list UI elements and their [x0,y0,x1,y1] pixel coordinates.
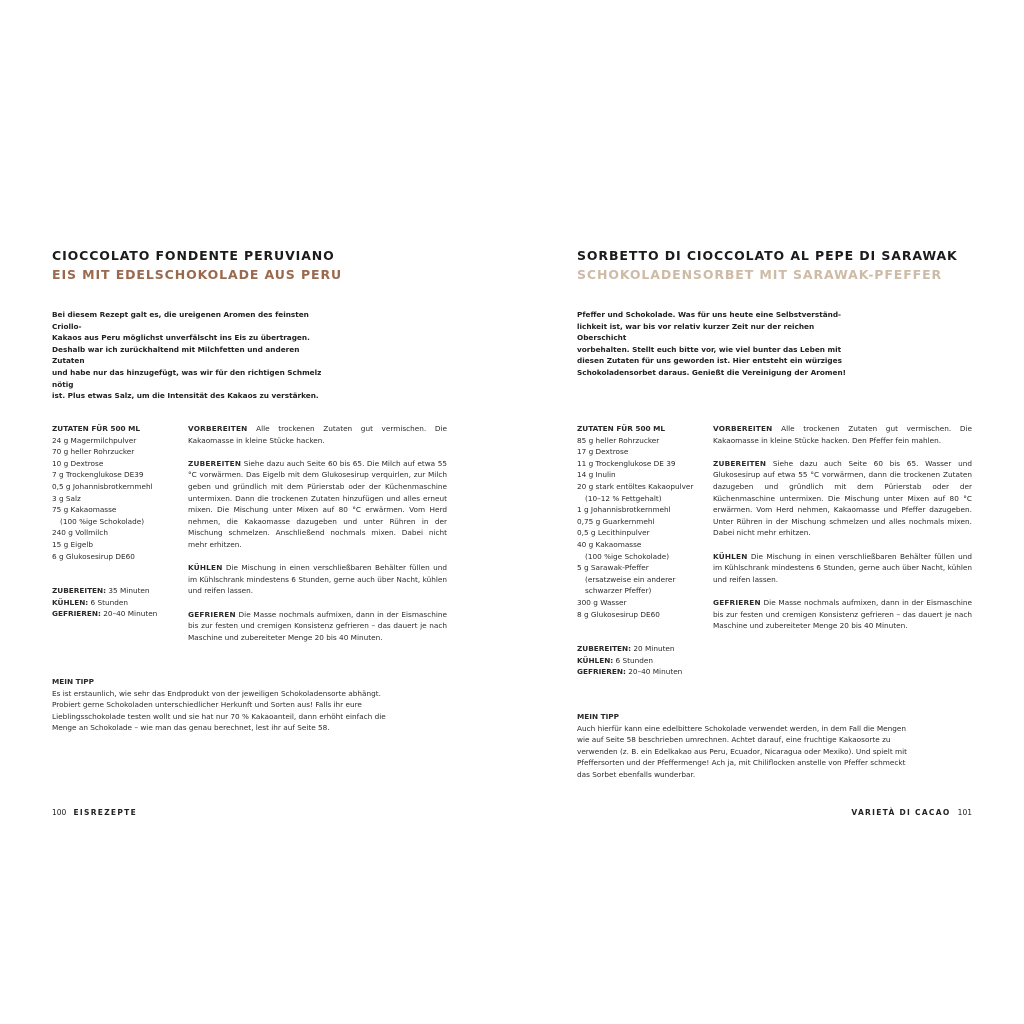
intro-line: ist. Plus etwas Salz, um die Intensität des Kakaos zu verstärken. [52,391,319,401]
time-label: ZUBEREITEN: [577,644,632,654]
ingredient-item: 3 g Salz [52,493,81,503]
page-footer [851,808,972,818]
intro-line: Pfeffer und Schokolade. Was für uns heute eine Selbstverständ- [577,310,842,319]
ingredient-item: 70 g heller Rohrzucker [52,447,135,457]
tip-line: das Sorbet ebenfalls wunderbar. [577,769,696,779]
tip-line: verwenden (z. B. ein Edelkakao aus Peru, Ecuador, Nicaragua oder Mexiko). Und spielt mit [577,746,908,756]
step-label: VORBEREITEN [188,424,248,433]
ingredient-item: 24 g Magermilchpulver [52,435,137,445]
step-text: Siehe dazu auch Seite 60 bis 65. Wasser und Glukosesirup auf etwa 55 °C vorwärmen, dann die trockenen Zutaten dazugeben und gründlich mit dem Pürierstab oder der Küchenmaschine untermixen. Die Mischung unter Mixen auf 80 °C erwärmen. Vom Herd nehmen, Kakaomasse und Pfeffer dazugeben. Unter Rühren in der Mischung schmelzen und alles nochmals mixen. Dabei nicht mehr erhitzen. [713,458,972,538]
ingredient-item: 17 g Dextrose [577,447,629,457]
step-freeze [188,609,447,644]
recipe-subtitle: SCHOKOLADENSORBET MIT SARAWAK-PFEFFER [577,267,943,282]
ingredient-item: 0,5 g Lecithinpulver [577,528,650,538]
time-label: GEFRIEREN: [577,667,626,677]
ingredient-item: (10–12 % Fettgehalt) [585,493,662,503]
ingredients-list [52,435,182,563]
ingredient-item: 40 g Kakaomasse [577,539,642,549]
time-freeze [52,608,182,620]
intro-line: und habe nur das hinzugefügt, was wir für den richtigen Schmelz nötig [52,367,322,389]
time-summary [577,643,707,678]
right-page [512,0,1024,1024]
tip-line: wie auf Seite 58 beschrieben umrechnen. Achtet darauf, eine fruchtige Kakaosorte zu [577,735,891,745]
intro-line: vorbehalten. Stellt euch bitte vor, wie viel bunter das Leben mit [577,344,842,354]
time-value: 6 Stunden [613,655,653,665]
ingredient-item: 11 g Trockenglukose DE 39 [577,458,676,468]
step-cool [713,551,972,586]
time-value: 35 Minuten [106,586,150,596]
tip-line: Menge an Schokolade – wie man das genau berechnet, lest ihr auf Seite 58. [52,723,330,733]
ingredient-item: 0,75 g Guarkernmehl [577,516,655,526]
time-value: 20–40 Minuten [100,609,158,619]
ingredient-item: 20 g stark entöltes Kakaopulver [577,481,694,491]
tip-line: Probiert gerne Schokoladen unterschiedlicher Herkunft und Sorten aus! Falls ihr eure [52,700,362,710]
step-text: Die Masse nochmals aufmixen, dann in der Eismaschine bis zur festen und cremigen Konsistenz gefrieren – das dauert je nach Maschine und zubereiteter Menge 20 bis 40 Minuten. [713,597,972,631]
recipe-title: CIOCCOLATO FONDENTE PERUVIANO [52,248,335,263]
step-prepare [713,423,972,446]
section-name: EISREZEPTE [73,808,137,817]
intro-line: Bei diesem Rezept galt es, die ureigenen Aromen des feinsten Criollo- [52,310,309,331]
ingredients-column [52,423,182,620]
ingredient-item: 6 g Glukosesirup DE60 [52,551,135,561]
ingredient-item: 0,5 g Johannisbrotkernmehl [52,481,153,491]
recipe-intro [577,309,862,379]
tip-heading: MEIN TIPP [52,677,94,686]
time-freeze [577,666,707,678]
ingredients-heading: ZUTATEN FÜR 500 ML [52,424,141,433]
ingredient-item: 5 g Sarawak-Pfeffer [577,563,649,573]
time-label: KÜHLEN: [52,597,89,607]
step-prepare [188,423,447,446]
step-cook [713,458,972,539]
time-prepare [52,585,182,597]
steps-column [188,423,447,655]
intro-line: diesen Zutaten für uns geworden ist. Hier entsteht ein würziges [577,356,842,366]
step-cook [188,458,447,551]
step-freeze [713,597,972,632]
time-value: 6 Stunden [88,597,128,607]
ingredients-column [577,423,707,678]
tip-box [52,676,452,734]
intro-line: Deshalb war ich zurückhaltend mit Milchfetten und anderen Zutaten [52,344,300,366]
tip-line: Auch hierfür kann eine edelbittere Schokolade verwendet werden, in dem Fall die Mengen [577,723,906,733]
ingredient-item: schwarzer Pfeffer) [585,586,652,596]
time-label: KÜHLEN: [577,655,614,665]
tip-line: Es ist erstaunlich, wie sehr das Endprodukt von der jeweiligen Schokoladensorte abhängt. [52,688,381,698]
tip-line: Pfeffersorten und der Pfeffermenge! Ach ja, mit Chiliflocken anstelle von Pfeffer schmeckt [577,758,906,768]
time-value: 20–40 Minuten [625,667,683,677]
time-prepare [577,643,707,655]
step-label: GEFRIEREN [188,609,236,619]
recipe-intro [52,309,327,402]
ingredient-item: 8 g Glukosesirup DE60 [577,609,660,619]
tip-heading: MEIN TIPP [577,712,619,721]
ingredient-item: (100 %ige Schokolade) [585,551,670,561]
tip-line: Lieblingsschokolade testen wollt und sie hat nur 70 % Kakaoanteil, dann erhöht einfach die [52,711,386,721]
ingredient-item: (100 %ige Schokolade) [60,516,145,526]
recipe-title: SORBETTO DI CIOCCOLATO AL PEPE DI SARAWAK [577,248,958,263]
time-value: 20 Minuten [631,644,675,654]
tip-box [577,711,977,781]
page-footer [52,808,137,818]
time-cool [52,597,182,609]
page-number: 100 [52,808,67,817]
intro-line: Schokoladensorbet daraus. Genießt die Vereinigung der Aromen! [577,367,846,377]
ingredient-item: 15 g Eigelb [52,539,93,549]
ingredient-item: 14 g Inulin [577,470,616,480]
step-text: Siehe dazu auch Seite 60 bis 65. Die Milch auf etwa 55 °C vorwärmen. Das Eigelb mit dem Glukosesirup verquirlen, zur Milch geben und gründlich mit dem Pürierstab oder der Küchenmaschine untermixen. Dann die trockenen Zutaten hinzufügen und alles erneut mixen. Die Mischung unter Mixen auf 80 °C erwärmen. Vom Herd nehmen, die Kakaomasse dazugeben und unter Rühren in der Mischung schmelzen. Anschließend nochmals mixen. Dabei nicht mehr erhitzen. [188,458,447,549]
ingredient-item: 300 g Wasser [577,597,627,607]
ingredient-item: 85 g heller Rohrzucker [577,435,660,445]
ingredient-item: 1 g Johannisbrotkernmehl [577,505,671,515]
step-cool [188,562,447,597]
ingredients-list [577,435,707,621]
time-summary [52,585,182,620]
recipe-subtitle: EIS MIT EDELSCHOKOLADE AUS PERU [52,267,343,282]
page-number: 101 [957,808,972,817]
intro-line: Kakaos aus Peru möglichst unverfälscht ins Eis zu übertragen. [52,333,310,343]
section-name: VARIETÀ DI CACAO [851,808,951,817]
step-text: Alle trockenen Zutaten gut vermischen. Die Kakaomasse in kleine Stücke hacken. [188,424,447,445]
ingredient-item: 75 g Kakaomasse [52,505,117,515]
step-label: GEFRIEREN [713,597,761,607]
ingredient-item: (ersatzweise ein anderer [585,574,676,584]
step-label: VORBEREITEN [713,424,773,433]
ingredients-heading: ZUTATEN FÜR 500 ML [577,424,666,433]
step-label: ZUBEREITEN [188,458,242,468]
steps-column [713,423,972,643]
ingredient-item: 240 g Vollmilch [52,528,108,538]
step-label: KÜHLEN [188,563,223,573]
ingredient-item: 7 g Trockenglukose DE39 [52,470,144,480]
time-label: ZUBEREITEN: [52,586,107,596]
ingredient-item: 10 g Dextrose [52,458,104,468]
step-text: Die Mischung in einen verschließbaren Behälter füllen und im Kühlschrank mindestens 6 Stunden, gerne auch über Nacht, kühlen und reifen lassen. [713,551,972,584]
step-text: Die Mischung in einen verschließbaren Behälter füllen und im Kühlschrank mindestens 6 Stunden, gerne auch über Nacht, kühlen und reifen lassen. [188,563,447,596]
intro-line: lichkeit ist, war bis vor relativ kurzer Zeit nur der reichen Oberschicht [577,321,815,343]
step-text: Die Masse nochmals aufmixen, dann in der Eismaschine bis zur festen und cremigen Konsistenz gefrieren – das dauert je nach Maschine und zubereiteter Menge 20 bis 40 Minuten. [188,609,447,642]
step-label: ZUBEREITEN [713,458,767,468]
step-label: KÜHLEN [713,551,748,561]
time-label: GEFRIEREN: [52,609,101,619]
step-text: Alle trockenen Zutaten gut vermischen. Die Kakaomasse in kleine Stücke hacken. Den Pfeffer fein mahlen. [713,424,972,445]
time-cool [577,655,707,667]
